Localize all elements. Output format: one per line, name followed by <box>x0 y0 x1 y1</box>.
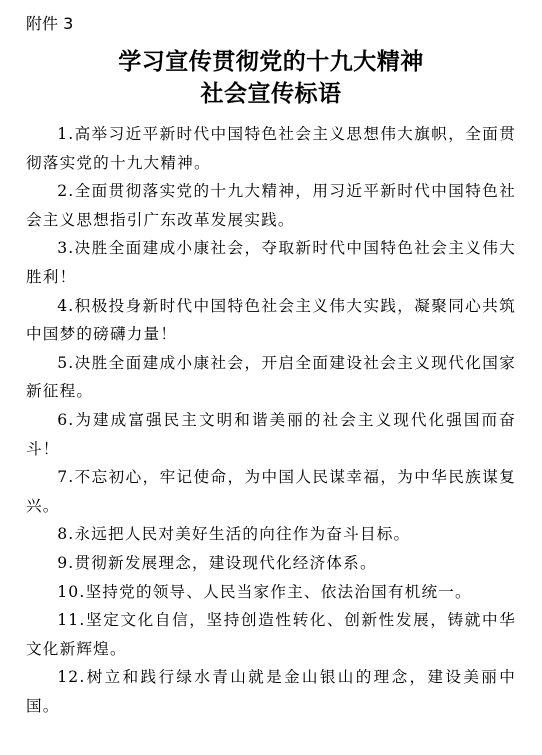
slogan-list <box>26 120 516 720</box>
slogan-item-1: 1.高举习近平新时代中国特色社会主义思想伟大旗帜，全面贯彻落实党的十九大精神。 <box>26 125 516 172</box>
slogan-item-12: 12.树立和践行绿水青山就是金山银山的理念，建设美丽中国。 <box>26 668 516 715</box>
slogan-item-8: 8.永远把人民对美好生活的向往作为奋斗目标。 <box>57 525 411 544</box>
slogan-item-5: 5.决胜全面建成小康社会，开启全面建设社会主义现代化国家新征程。 <box>26 353 516 401</box>
slogan-item-9: 9.贯彻新发展理念，建设现代化经济体系。 <box>57 553 377 572</box>
document-title-line1: 学习宣传贯彻党的十九大精神 <box>118 49 424 75</box>
attachment-label: 附件 3 <box>26 14 74 33</box>
slogan-item-4: 4.积极投身新时代中国特色社会主义伟大实践，凝聚同心共筑中国梦的磅礴力量！ <box>26 296 516 344</box>
slogan-item-2: 2.全面贯彻落实党的十九大精神，用习近平新时代中国特色社会主义思想指引广东改革发展实践。 <box>26 182 516 229</box>
slogan-item-11: 11.坚定文化自信，坚持创造性转化、创新性发展，铸就中华文化新辉煌。 <box>26 611 516 658</box>
document-title-line2: 社会宣传标语 <box>200 81 342 107</box>
slogan-item-3: 3.决胜全面建成小康社会，夺取新时代中国特色社会主义伟大胜利！ <box>26 239 516 286</box>
slogan-item-10: 10.坚持党的领导、人民当家作主、依法治国有机统一。 <box>57 582 472 601</box>
slogan-item-7: 7.不忘初心，牢记使命，为中国人民谋幸福，为中华民族谋复兴。 <box>26 468 516 515</box>
slogan-item-6: 6.为建成富强民主文明和谐美丽的社会主义现代化强国而奋斗！ <box>26 410 516 458</box>
